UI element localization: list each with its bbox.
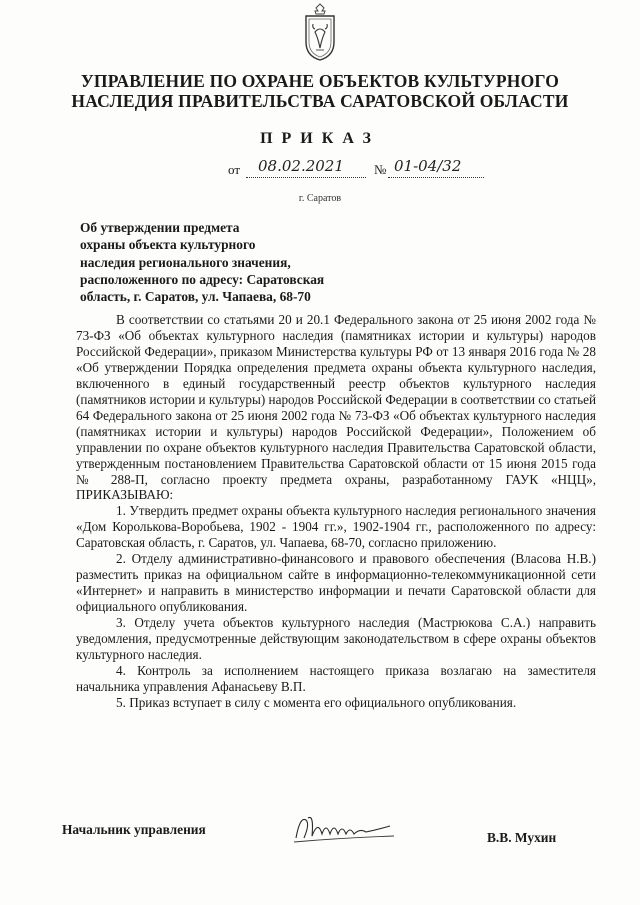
document-city: г. Саратов	[298, 193, 342, 204]
body-paragraph-item-3: 3. Отделу учета объектов культурного наследия (Мастрюкова С.А.) направить уведомления, предусмотренные действующим законодательством в сфере охраны объектов культурного наследия.	[76, 615, 596, 663]
body-paragraph-item-1: 1. Утвердить предмет охраны объекта культурного наследия регионального значения «Дом Королькова-Воробьева, 1902 - 1904 гг.», 1902-1904 гг., расположенного по адресу: Саратовская область, г. Саратов, ул. Чапаева, 68-70, согласно приложению.	[76, 503, 596, 551]
subject-line: наследия регионального значения,	[80, 254, 291, 270]
body-paragraph-item-2: 2. Отделу административно-финансового и правового обеспечения (Власова Н.В.) разместить приказ на официальном сайте в информационно-телекоммуникационной сети «Интернет» и направить в министерство информации и печати Саратовской области для официального опубликования.	[76, 551, 596, 615]
document-type: ПРИКАЗ	[260, 130, 380, 147]
agency-name-line-1: УПРАВЛЕНИЕ ПО ОХРАНЕ ОБЪЕКТОВ КУЛЬТУРНОГО	[80, 71, 560, 91]
subject-line: расположенного по адресу: Саратовская	[80, 271, 325, 287]
body-paragraph-item-5: 5. Приказ вступает в силу с момента его официального опубликования.	[116, 694, 517, 710]
date-label: от	[228, 162, 241, 177]
signatory-title: Начальник управления	[62, 822, 206, 837]
date-underline	[246, 177, 366, 178]
agency-name-line-2: НАСЛЕДИЯ ПРАВИТЕЛЬСТВА САРАТОВСКОЙ ОБЛАСТИ	[71, 91, 569, 111]
number-label: №	[374, 162, 387, 177]
number-value: 01-04/32	[394, 157, 462, 175]
document-body	[76, 312, 596, 711]
number-underline	[388, 177, 484, 178]
saratov-coat-of-arms-icon	[302, 2, 338, 62]
signatory-name: В.В. Мухин	[487, 830, 557, 845]
subject-line: область, г. Саратов, ул. Чапаева, 68-70	[80, 289, 311, 305]
body-paragraph-item-4: 4. Контроль за исполнением настоящего приказа возлагаю на заместителя начальника управления Афанасьеву В.П.	[76, 662, 596, 694]
handwritten-signature-icon	[290, 808, 400, 848]
body-paragraph-preamble: В соответствии со статьями 20 и 20.1 Федерального закона от 25 июня 2002 года № 73-ФЗ «Об объектах культурного наследия (памятниках истории и культуры) народов Российской Федерации», приказом Министерства культуры РФ от 13 января 2016 года № 28 «Об утверждении Порядка определения предмета охраны объекта культурного наследия, включенного в единый государственный реестр объектов культурного наследия (памятников истории и культуры) народов Российской Федерации в соответствии со статьей 64 Федерального закона от 25 июня 2002 года № 73-ФЗ «Об объектах культурного наследия (памятниках истории и культуры) народов Российской Федерации», Положением об управлении по охране объектов культурного наследия Правительства Саратовской области, утвержденным постановлением Правительства Саратовской области от 15 июня 2015 года № 288-П, согласно проекту предмета охраны, разработанному ГАУК «НЦЦ», ПРИКАЗЫВАЮ:	[76, 312, 597, 503]
date-value: 08.02.2021	[258, 157, 344, 175]
subject-line: Об утверждении предмета	[80, 220, 240, 235]
document-date-number-row	[228, 157, 488, 180]
subject-line: охраны объекта культурного	[80, 237, 256, 253]
document-subject	[80, 219, 440, 305]
